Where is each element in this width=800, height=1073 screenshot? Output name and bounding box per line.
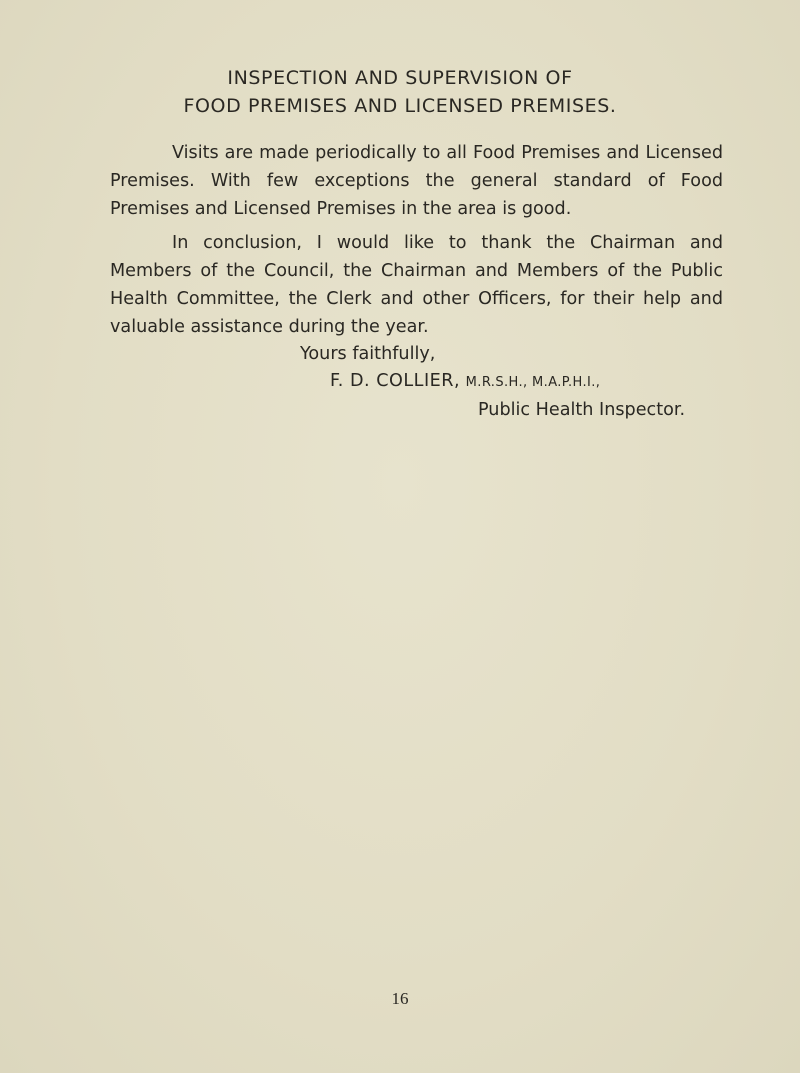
paragraph-conclusion: In conclusion, I would like to thank the Chairman and Members of the Council, the Chairman and Members of the Public Health Committee, the Clerk and other Officers, for their help and valuable assistance during the year. xyxy=(110,233,723,337)
signer-name: F. D. COLLIER, xyxy=(330,371,461,391)
signer-qualifications: M.R.S.H., M.A.P.H.I., xyxy=(465,375,601,390)
heading-line-1: INSPECTION AND SUPERVISION OF xyxy=(227,67,573,89)
signer-title: Public Health Inspector. xyxy=(478,400,686,420)
signature-line xyxy=(330,367,600,397)
page-number: 16 xyxy=(391,989,409,1008)
closing-salutation: Yours faithfully, xyxy=(300,344,436,364)
heading-line-2: FOOD PREMISES AND LICENSED PREMISES. xyxy=(183,95,617,117)
paragraph-visits: Visits are made periodically to all Food Premises and Licensed Premises. With few exceptions the general standard of Food Premises and Licensed Premises in the area is good. xyxy=(110,143,723,219)
